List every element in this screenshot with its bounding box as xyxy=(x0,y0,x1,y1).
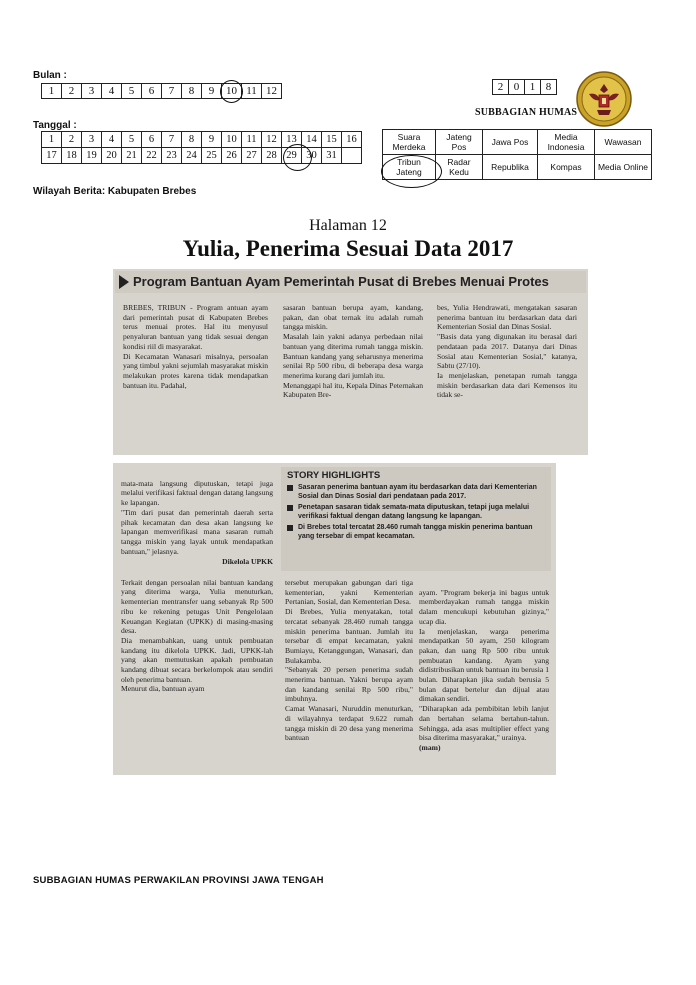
date-cell: 24 xyxy=(182,148,202,164)
article-title: Yulia, Penerima Sesuai Data 2017 xyxy=(182,236,514,261)
month-cell: 6 xyxy=(142,84,162,99)
date-cell: 15 xyxy=(322,132,342,148)
org-name: SUBBAGIAN HUMAS xyxy=(475,107,578,118)
date-grid xyxy=(41,131,362,164)
date-cell: 7 xyxy=(162,132,182,148)
tanggal-label: Tanggal : xyxy=(33,120,77,131)
date-cell: 22 xyxy=(142,148,162,164)
month-cell: 12 xyxy=(262,84,282,99)
wilayah-berita: Wilayah Berita: Kabupaten Brebes xyxy=(33,186,197,197)
newspaper-cell: Republika xyxy=(483,155,538,180)
garuda-emblem-icon xyxy=(575,70,633,128)
article-column-4a: mata-mata langsung diputuskan, tetapi juga melalui verifikasi faktual dengan datang langsung ke lapangan. "Tim dari pusat dan pemerintah daerah serta pihak kecamatan dan desa akan langsung ke lapangan memverifikasi mana sasaran rumah tangga miskin yang layak untuk mendapatkan bantuan," jelasnya. xyxy=(121,478,273,556)
month-cell: 7 xyxy=(162,84,182,99)
highlight-text: Sasaran penerima bantuan ayam itu berdasarkan data dari Kementerian Sosial dan Dinas Sosial dari pendataan pada 2017. xyxy=(298,484,537,500)
date-cell: 19 xyxy=(82,148,102,164)
footer-text: SUBBAGIAN HUMAS PERWAKILAN PROVINSI JAWA TENGAH xyxy=(33,875,324,886)
clipping-bottom xyxy=(113,463,556,775)
month-cell: 8 xyxy=(182,84,202,99)
date-cell: 25 xyxy=(202,148,222,164)
date-cell: 9 xyxy=(202,132,222,148)
year-digit-cell: 2 xyxy=(493,80,509,95)
newspaper-cell: Media Indonesia xyxy=(538,130,595,155)
article-column-3: bes, Yulia Hendrawati, mengatakan sasaran penerima bantuan itu berdasarkan data dari Kementerian Sosial dan Dinas Sosial. "Basis data yang digunakan itu berasal dari pendataan pada 2017. Datanya dari Dinas Sosial atau Kementerian Sosial," katanya, Sabtu (27/10). Ia menjelaskan, penetapan rumah tangga miskin berdasarkan data dari Kemensos itu tidak se- xyxy=(437,303,577,400)
date-cell: 28 xyxy=(262,148,282,164)
newspaper-cell: Media Online xyxy=(595,155,652,180)
story-highlights-title: STORY HIGHLIGHTS xyxy=(287,470,381,481)
highlight-item xyxy=(287,524,545,541)
date-cell: 2 xyxy=(62,132,82,148)
month-cell: 3 xyxy=(82,84,102,99)
date-cell xyxy=(342,148,362,164)
month-cell: 1 xyxy=(42,84,62,99)
date-cell: 31 xyxy=(322,148,342,164)
date-cell: 27 xyxy=(242,148,262,164)
year-digit-cell: 8 xyxy=(541,80,557,95)
date-cell: 13 xyxy=(282,132,302,148)
date-cell: 29 xyxy=(282,148,302,164)
month-cell: 2 xyxy=(62,84,82,99)
newspaper-cell: Tribun Jateng xyxy=(383,155,436,180)
date-cell: 23 xyxy=(162,148,182,164)
newspaper-cell: Wawasan xyxy=(595,130,652,155)
bullet-square-icon xyxy=(287,485,293,491)
date-cell: 11 xyxy=(242,132,262,148)
subhead: Dikelola UPKK xyxy=(222,557,273,567)
date-cell: 14 xyxy=(302,132,322,148)
bullet-square-icon xyxy=(287,505,293,511)
date-cell: 3 xyxy=(82,132,102,148)
month-cell: 4 xyxy=(102,84,122,99)
date-cell: 30 xyxy=(302,148,322,164)
year-digit-cell: 1 xyxy=(525,80,541,95)
date-cell: 1 xyxy=(42,132,62,148)
clipping-top xyxy=(113,269,588,455)
highlight-text: Di Brebes total tercatat 28.460 rumah tangga miskin penerima bantuan yang tersebar di empat kecamatan. xyxy=(298,524,533,540)
newspaper-cell: Kompas xyxy=(538,155,595,180)
date-cell: 10 xyxy=(222,132,242,148)
clipping-headline: Program Bantuan Ayam Pemerintah Pusat di Brebes Menuai Protes xyxy=(133,274,549,289)
byline: (mam) xyxy=(419,742,441,752)
newspaper-cell: Jateng Pos xyxy=(436,130,483,155)
newspaper-cell: Suara Merdeka xyxy=(383,130,436,155)
clipping-headline-bar xyxy=(115,271,586,293)
article-column-4b: Terkait dengan persoalan nilai bantuan kandang yang diterima warga, Yulia menuturkan, kementerian mentransfer uang sebanyak Rp 500 ribu ke rekening petugas Unit Pengelolaan Keuangan Kegiatan (UPKK) di masing-masing desa. Dia menambahkan, uang untuk pembuatan kandang itu dikelola UPKK. Jadi, UPKK-lah yang akan memutuskan apakah pembuatan kandang dibuat secara berkelompok atau sendiri oleh penerima bantuan. Menurut dia, bantuan ayam xyxy=(121,577,273,694)
month-cell: 11 xyxy=(242,84,262,99)
date-cell: 4 xyxy=(102,132,122,148)
year-grid xyxy=(492,79,557,95)
date-cell: 5 xyxy=(122,132,142,148)
year-digit-cell: 0 xyxy=(509,80,525,95)
month-cell: 9 xyxy=(202,84,222,99)
date-cell: 20 xyxy=(102,148,122,164)
date-cell: 8 xyxy=(182,132,202,148)
newspaper-cell: Radar Kedu xyxy=(436,155,483,180)
story-highlights-box xyxy=(281,467,551,571)
bullet-square-icon xyxy=(287,525,293,531)
newspaper-grid xyxy=(382,129,652,180)
page-number: Halaman 12 xyxy=(309,217,387,234)
headline-arrow-icon xyxy=(119,275,129,289)
bulan-label: Bulan : xyxy=(33,70,67,81)
highlight-text: Penetapan sasaran tidak semata-mata diputuskan, tetapi juga melalui verifikasi faktual dengan datang langsung ke lapangan. xyxy=(298,504,530,520)
highlight-item xyxy=(287,504,545,521)
date-cell: 18 xyxy=(62,148,82,164)
month-grid xyxy=(41,83,282,99)
newspaper-cell: Jawa Pos xyxy=(483,130,538,155)
article-column-4 xyxy=(121,469,273,694)
article-column-1: BREBES, TRIBUN - Program antuan ayam dari pemerintah pusat di Kabupaten Brebes terus menuai protes. Hal itu menyusul penyaluran bantuan yang tidak sesuai dengan kondisi riil di masyarakat. Di Kecamatan Wanasari misalnya, persoalan yang timbul yakni sejumlah masyarakat miskin melakukan protes karena tidak mendapatkan bantuan itu. Padahal, xyxy=(123,303,268,390)
date-cell: 21 xyxy=(122,148,142,164)
article-column-6-text: ayam. "Program bekerja ini bagus untuk memberdayakan rumah tangga miskin dalam mencukupi kebutuhan gizinya," ucap dia. Ia menjelaskan, warga penerima mendapatkan 50 ayam, 250 kilogram pakan, dan uang Rp 500 ribu untuk pembuatan kandang. Ayam yang didistribusikan untuk bantuan itu berusia 1 bulan. Diharapkan jika sudah berusia 5 bulan dapat bertelur dan dijual atau dimakan sendiri. "Diharapkan ada pembibitan lebih lanjut dan bertahan selama bertahun-tahun. Sehingga, ada asas multiplier effect yang bisa diterima masyarakat," urainya. xyxy=(419,587,549,743)
article-column-5: tersebut merupakan gabungan dari tiga kementerian, yakni Kementerian Pertanian, Sosial, dan Kementerian Desa. Di Brebes, Yulia menyatakan, total tercatat sebanyak 28.460 rumah tangga miskin penerima bantuan. Jumlah itu tersebar di empat kecamatan, yakni Bumiayu, Ketanggungan, Wanasari, dan Bulakamba. "Sebanyak 20 persen penerima sudah menerima bantuan. Yakni berupa ayam dan kandang senilai Rp 500 ribu," imbuhnya. Camat Wanasari, Nuruddin menuturkan, di wilayahnya terdapat 9.622 rumah tangga miskin di 20 desa yang menerima bantuan xyxy=(285,578,413,743)
date-cell: 16 xyxy=(342,132,362,148)
highlight-item xyxy=(287,484,545,501)
month-cell: 5 xyxy=(122,84,142,99)
date-cell: 26 xyxy=(222,148,242,164)
date-cell: 6 xyxy=(142,132,162,148)
article-column-6 xyxy=(419,578,549,753)
date-cell: 12 xyxy=(262,132,282,148)
article-column-2: sasaran bantuan berupa ayam, kandang, pakan, dan obat ternak itu adalah rumah tangga miskin. Masalah lain yakni adanya perbedaan nilai bantuan yang diterima rumah tangga miskin. Bantuan kandang yang seharusnya menerima senilai Rp 500 ribu, di beberapa desa warga menerima kurang dari jumlah itu. Menanggapi hal itu, Kepala Dinas Peternakan Kabupaten Bre- xyxy=(283,303,423,400)
date-cell: 17 xyxy=(42,148,62,164)
month-cell: 10 xyxy=(222,84,242,99)
